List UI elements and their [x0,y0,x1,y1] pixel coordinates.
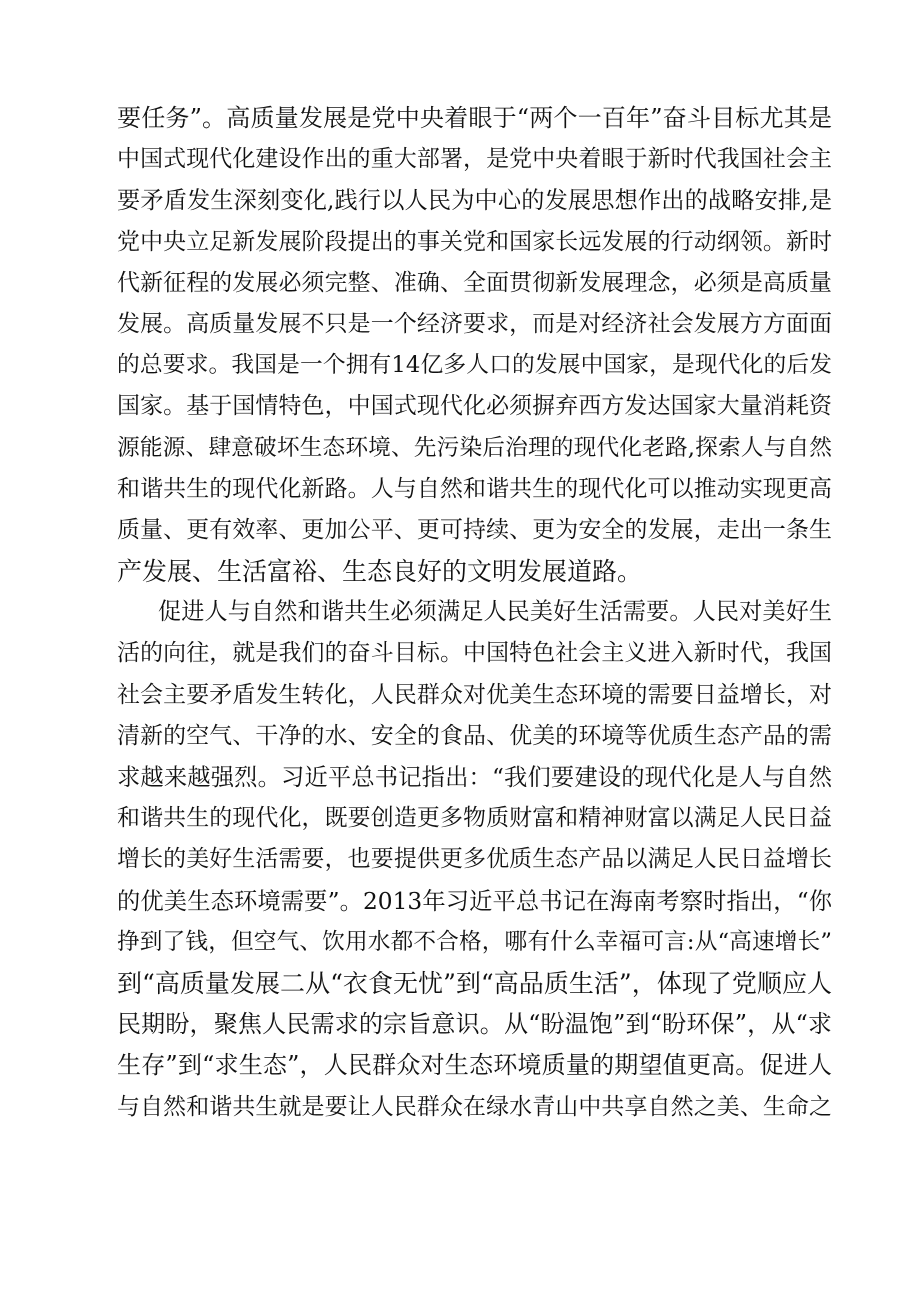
text-line: 和谐共生的现代化新路。人与自然和谐共生的现代化可以推动实现更高 [117,475,832,502]
text-line: 国家。基于国情特色，中国式现代化必须摒弃西方发达国家大量消耗资 [117,393,832,420]
text-line: 质量、更有效率、更加公平、更可持续、更为安全的发展，走出一条生 [117,516,832,543]
text-line: 的优美生态环境需要”。2013年习近平总书记在海南考察时指出，“你 [117,887,832,915]
text-line: 和谐共生的现代化，既要创造更多物质财富和精神财富以满足人民日益 [117,805,832,832]
text-line: 与自然和谐共生就是要让人民群众在绿水青山中共享自然之美、生命之 [117,1093,832,1120]
text-line: 代新征程的发展必须完整、准确、全面贯彻新发展理念，必须是高质量 [117,269,832,296]
text-line: 民期盼，聚焦人民需求的宗旨意识。从“盼温饱”到“盼环保”，从“求 [117,1010,832,1039]
text-line: 要任务”。高质量发展是党中央着眼于“两个一百年”奋斗目标尤其是 [117,104,832,132]
text-line: 产发展、生活富裕、生态良好的文明发展道路。 [117,557,643,587]
text-line: 促进人与自然和谐共生必须满足人民美好生活需要。人民对美好生 [158,599,832,626]
text-line: 到“高质量发展二从“衣食无忧”到“高品质生活”，体现了党顺应人 [117,968,832,998]
text-line: 活的向往，就是我们的奋斗目标。中国特色社会主义进入新时代，我国 [117,640,832,667]
text-line: 挣到了钱，但空气、饮用水都不合格，哪有什么幸福可言:从“高速增长” [117,928,832,955]
text-line: 生存”到“求生态”，人民群众对生态环境质量的期望值更高。促进人 [117,1051,832,1080]
text-line: 要矛盾发生深刻变化,践行以人民为中心的发展思想作出的战略安排,是 [117,187,832,215]
text-line: 发展。高质量发展不只是一个经济要求，而是对经济社会发展方方面面 [117,310,832,337]
body-text [117,98,832,1128]
text-line: 增长的美好生活需要，也要提供更多优质生态产品以满足人民日益增长 [117,846,832,873]
text-line: 社会主要矛盾发生转化，人民群众对优美生态环境的需要日益增长，对 [117,681,832,708]
text-line: 党中央立足新发展阶段提出的事关党和国家长远发展的行动纲领。新时 [117,228,832,255]
text-line: 源能源、肆意破坏生态环境、先污染后治理的现代化老路,探索人与自然 [117,434,832,461]
text-line: 中国式现代化建设作出的重大部署，是党中央着眼于新时代我国社会主 [117,146,832,173]
text-line: 的总要求。我国是一个拥有14亿多人口的发展中国家，是现代化的后发 [117,352,832,379]
text-line: 求越来越强烈。习近平总书记指出：“我们要建设的现代化是人与自然 [117,764,832,791]
text-line: 清新的空气、干净的水、安全的食品、优美的环境等优质生态产品的需 [117,722,832,749]
